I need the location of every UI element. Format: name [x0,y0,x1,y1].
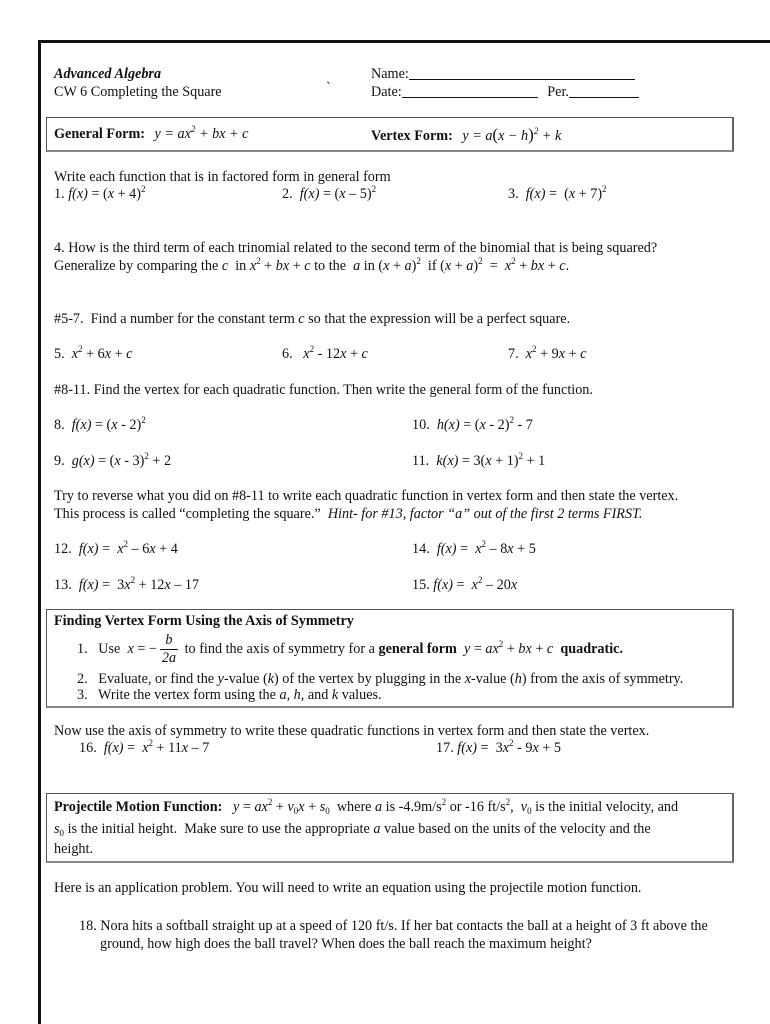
problem-5: 5. $x^2 + 6x + c$ [54,344,133,362]
course-title: Advanced Algebra [54,66,162,82]
date-field[interactable] [402,84,538,98]
date-field-row [371,84,639,101]
problem-15: 15. $f(x) = x^2 - 20x$ [412,575,518,593]
application-intro: Here is an application problem. You will need to write an equation using the projectile motion function. [54,880,642,896]
section2-instruction: #5-7. Find a number for the constant term c so that the expression will be a perfect square. [54,311,571,327]
problem-18: 18. Nora hits a softball straight up at a speed of 120 ft/s. If her bat contacts the ball at a height of 3 ft above the ground, how high does the ball travel? When does the ball reach the maximum height? [79,918,708,952]
page-frame-top [38,40,770,43]
date-label: Date: [371,84,402,100]
general-form: General Form: $y = ax^2$ + bx + c [54,124,249,142]
projectile-label: Projectile Motion Function: [54,799,223,815]
problem-2: 2. f(x) = (x – 5)$^2$ [282,184,377,202]
symmetry-step-1: 1. Use x = − $\frac{b}{2a}$ to find the axis of symmetry for a general form $y = ax^2$ + bx + c quadratic. [77,632,623,666]
problem-11: 11. $k(x) = 3(x + 1)^2 + 1$ [412,451,546,469]
name-field[interactable] [409,66,635,80]
section3-instruction: #8-11. Find the vertex for each quadratic function. Then write the general form of the function. [54,382,593,398]
problem-1: 1. $f(x) = (x + 4)^2$ [54,184,146,202]
problem-3: 3. $f(x) = (x + 7)^2$ [508,184,607,202]
section5-instruction: Now use the axis of symmetry to write these quadratic functions in vertex form and then state the vertex. [54,723,650,739]
name-field-row [371,66,635,83]
problem-14: 14. $f(x) = x^2 - 8x + 5$ [412,539,536,557]
assignment-title: CW 6 Completing the Square [54,84,222,100]
name-label: Name: [371,66,409,82]
problem-10: 10. h(x) = (x - 2)$^2$ - 7 [412,415,533,433]
section4-line2: This process is called “completing the square.” Hint- for #13, factor “a” out of the first 2 terms FIRST. [54,506,643,522]
general-form-label: General Form: [54,126,145,142]
period-label: Per. [547,84,569,100]
period-field[interactable] [569,84,639,98]
question-4-line1: 4. How is the third term of each trinomial related to the second term of the binomial that is being squared? [54,240,658,256]
problem-13: 13. $f(x) = 3x^2 + 12x - 17$ [54,575,200,593]
symmetry-step-3: 3. Write the vertex form using the a, h, and k values. [77,687,382,703]
problem-7: 7. $x^2 + 9x + c$ [508,344,587,362]
page-frame-left [38,40,41,1024]
symmetry-box-title: Finding Vertex Form Using the Axis of Symmetry [54,613,354,629]
projectile-motion-box [46,793,734,863]
section4-hint: Hint- for #13, factor “a” out of the first 2 terms FIRST. [327,506,643,522]
projectile-line1: Projectile Motion Function: $y = ax^2 + v_0x + s_0$ where a is $-4.9m/s^2$ or -16 $ft/s^2$, $v_0$ is the initial velocity, and [54,797,679,816]
problem-12: 12. $f(x) = x^2 - 6x + 4$ [54,539,178,557]
section4-line1: Try to reverse what you did on #8-11 to write each quadratic function in vertex form and then state the vertex. [54,488,679,504]
problem-17: 17. $f(x) = 3x^2 - 9x + 5$ [436,738,561,756]
problem-8: 8. f(x) = (x - 2)$^2$ [54,415,146,433]
axis-of-symmetry-box [46,609,734,708]
section1-instruction: Write each function that is in factored form in general form [54,169,391,185]
problem-16: 16. $f(x) = x^2 + 11x - 7$ [79,738,210,756]
symmetry-step-2: 2. Evaluate, or find the y-value (k) of the vertex by plugging in the x-value (h) from the axis of symmetry. [77,671,684,687]
projectile-line2: $s_0$ is the initial height. Make sure to use the appropriate a value based on the units of the velocity and the [54,821,651,838]
vertex-form: Vertex Form: $y = a(x - h)^2 + k$ [371,125,562,144]
stray-mark: ` [326,80,331,96]
forms-box [46,117,734,152]
problem-9: 9. g(x) = (x - 3)$^2$ + 2 [54,451,172,469]
problem-6: 6. $x^2 - 12x + c$ [282,344,368,362]
question-4-line2: Generalize by comparing the c in $x^2$ + bx + c to the a in $(x + a)^2$ if $(x + a)^2 = x^2$ + bx + c. [54,256,570,274]
vertex-form-label: Vertex Form: [371,128,453,144]
projectile-line3: height. [54,841,94,857]
